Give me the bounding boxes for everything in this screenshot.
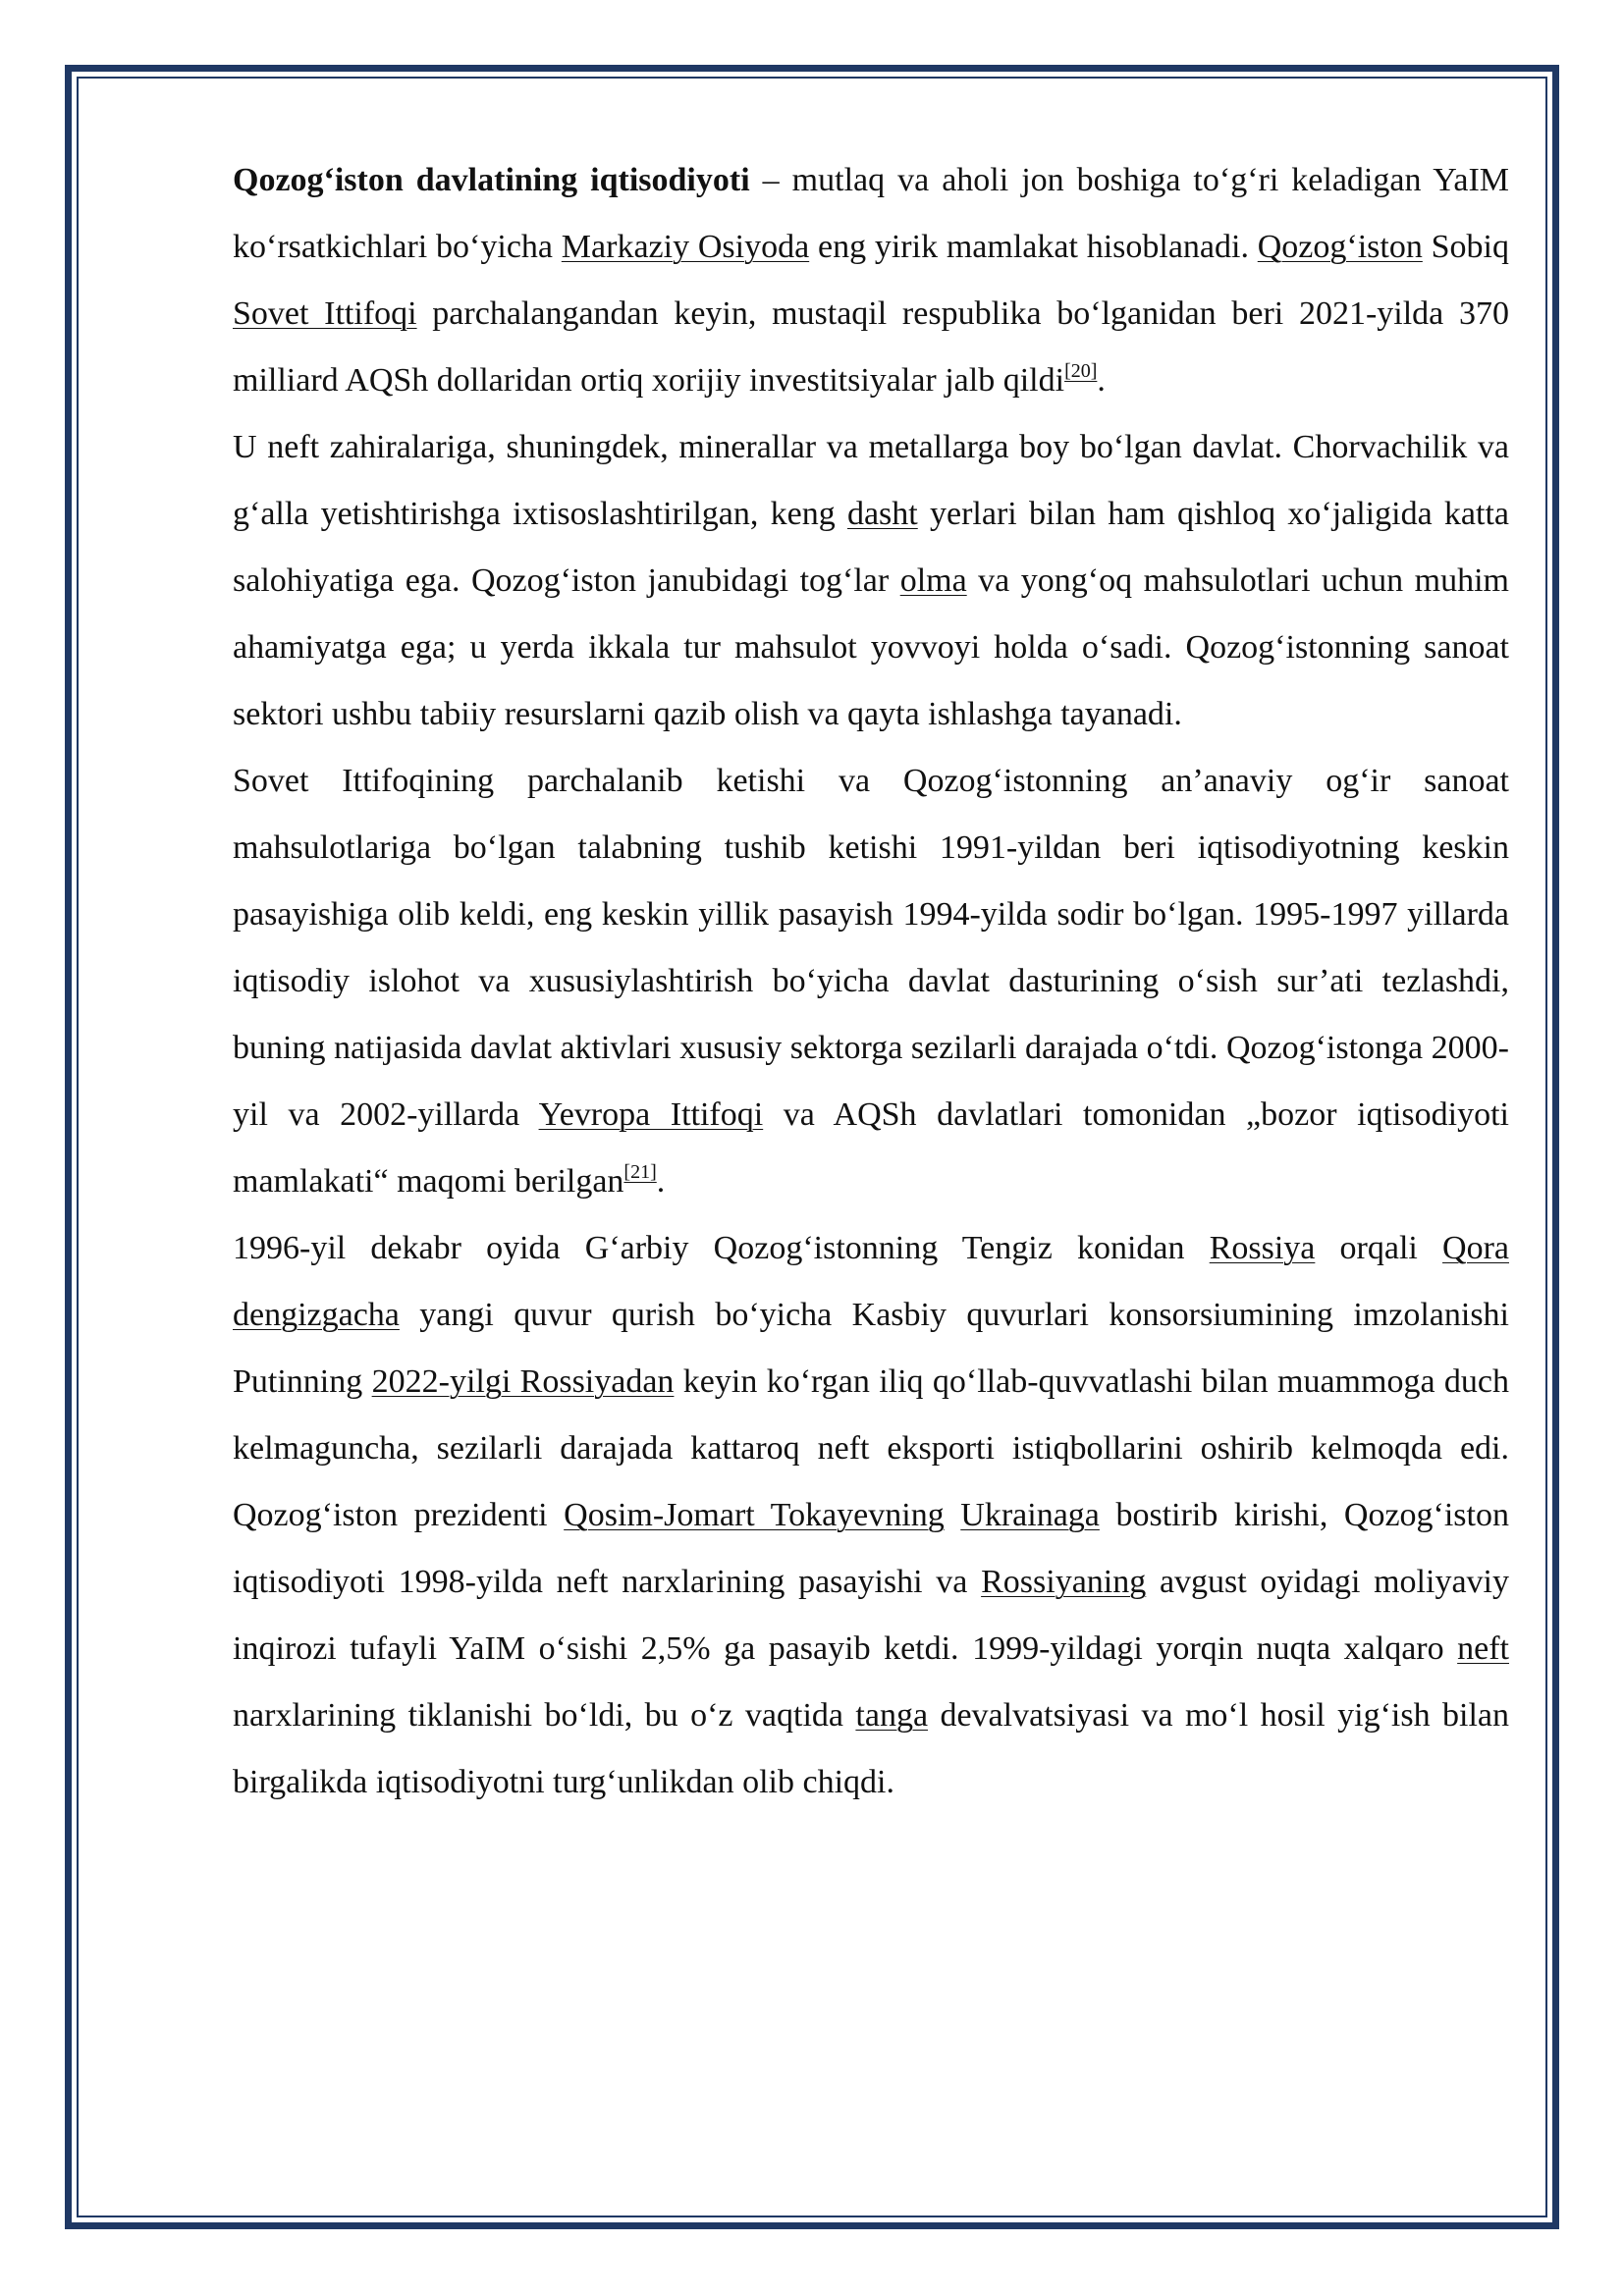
text: yangi quvur qurish bo‘yicha Kasbiy quvurlari konsorsiumining imzolanishi Putinning: [233, 1297, 1509, 1400]
text: .: [656, 1163, 666, 1200]
paragraph-4: [233, 1215, 1509, 1816]
link-tokayev[interactable]: Qosim-Jomart Tokayevning: [564, 1497, 945, 1533]
link-apple[interactable]: olma: [899, 562, 967, 599]
paragraph-2: [233, 414, 1509, 748]
text: keyin ko‘rgan iliq qo‘llab-quvvatlashi bilan muammoga duch kelmaguncha, sezilarli darajada kattaroq neft eksporti istiqbollarini oshirib kelmoqda edi. Qozog‘iston prezidenti: [233, 1363, 1509, 1533]
link-kazakhstan[interactable]: Qozog‘iston: [1257, 229, 1423, 265]
text: parchalangandan keyin, mustaqil respublika bo‘lganidan beri 2021-yilda 370 milliard AQSh dollaridan ortiq xorijiy investitsiyalar jalb qildi: [233, 295, 1509, 399]
document-body: [233, 147, 1509, 1816]
reference-21[interactable]: [21]: [623, 1161, 657, 1183]
text: eng yirik mamlakat hisoblanadi.: [809, 229, 1258, 265]
link-black-sea[interactable]: Qora dengizgacha: [233, 1230, 1509, 1333]
text: .: [1097, 362, 1106, 399]
link-2022-russia[interactable]: 2022-yilgi Rossiyadan: [371, 1363, 675, 1400]
text: Sovet Ittifoqining parchalanib ketishi va Qozog‘istonning an’anaviy og‘ir sanoat mahsulotlariga bo‘lgan talabning tushib ketishi 1991-yildan beri iqtisodiyotning keskin pasayishiga olib keldi, eng keskin yillik pasayish 1994-yilda sodir bo‘lgan. 1995-1997 yillarda iqtisodiy islohot va xususiylashtirish bo‘yicha davlat dasturining o‘sish sur’ati tezlashdi, buning natijasida davlat aktivlari xususiy sektorga sezilarli darajada o‘tdi. Qozog‘istonga 2000-yil va 2002-yillarda: [233, 763, 1509, 1133]
text: [945, 1497, 961, 1533]
text: va yong‘oq mahsulotlari uchun muhim ahamiyatga ega; u yerda ikkala tur mahsulot yovvoyi holda o‘sadi. Qozog‘istonning sanoat sektori ushbu tabiiy resurslarni qazib olish va qayta ishlashga tayanadi.: [233, 562, 1509, 732]
text: devalvatsiyasi va mo‘l hosil yig‘ish bilan birgalikda iqtisodiyotni turg‘unlikdan olib chiqdi.: [233, 1697, 1509, 1800]
link-russias[interactable]: Rossiyaning: [981, 1564, 1147, 1600]
link-russia[interactable]: Rossiya: [1209, 1230, 1316, 1266]
text: 1996-yil dekabr oyida G‘arbiy Qozog‘istonning Tengiz konidan: [233, 1230, 1210, 1266]
text: yerlari bilan ham qishloq xo‘jaligida katta salohiyatiga ega. Qozog‘iston janubidagi tog‘lar: [233, 496, 1509, 599]
text: Sobiq: [1422, 229, 1509, 265]
link-central-asia[interactable]: Markaziy Osiyoda: [561, 229, 810, 265]
link-tenge[interactable]: tanga: [855, 1697, 929, 1734]
text: narxlarining tiklanishi bo‘ldi, bu o‘z vaqtida: [233, 1697, 856, 1734]
text: avgust oyidagi moliyaviy inqirozi tufayli YaIM o‘sishi 2,5% ga pasayib ketdi. 1999-yildagi yorqin nuqta xalqaro: [233, 1564, 1509, 1667]
bold-lead: Qozog‘iston davlatining iqtisodiyoti: [233, 162, 750, 198]
text: va AQSh davlatlari tomonidan „bozor iqtisodiyoti mamlakati“ maqomi berilgan: [233, 1096, 1509, 1200]
link-steppe[interactable]: dasht: [846, 496, 918, 532]
text: U neft zahiralariga, shuningdek, minerallar va metallarga boy bo‘lgan davlat. Chorvachilik va g‘alla yetishtirishga ixtisoslashtirilgan, keng: [233, 429, 1509, 532]
text: orqali: [1315, 1230, 1443, 1266]
link-european-union[interactable]: Yevropa Ittifoqi: [538, 1096, 764, 1133]
reference-20[interactable]: [20]: [1064, 360, 1098, 382]
link-soviet-union[interactable]: Sovet Ittifoqi: [233, 295, 417, 332]
text: bostirib kirishi, Qozog‘iston iqtisodiyoti 1998-yilda neft narxlarining pasayishi va: [233, 1497, 1509, 1600]
link-ukraine[interactable]: Ukrainaga: [960, 1497, 1100, 1533]
text: – mutlaq va aholi jon boshiga to‘g‘ri keladigan YaIM ko‘rsatkichlari bo‘yicha: [233, 162, 1509, 265]
paragraph-3: [233, 748, 1509, 1215]
link-oil[interactable]: neft: [1457, 1630, 1509, 1667]
paragraph-1: [233, 147, 1509, 414]
